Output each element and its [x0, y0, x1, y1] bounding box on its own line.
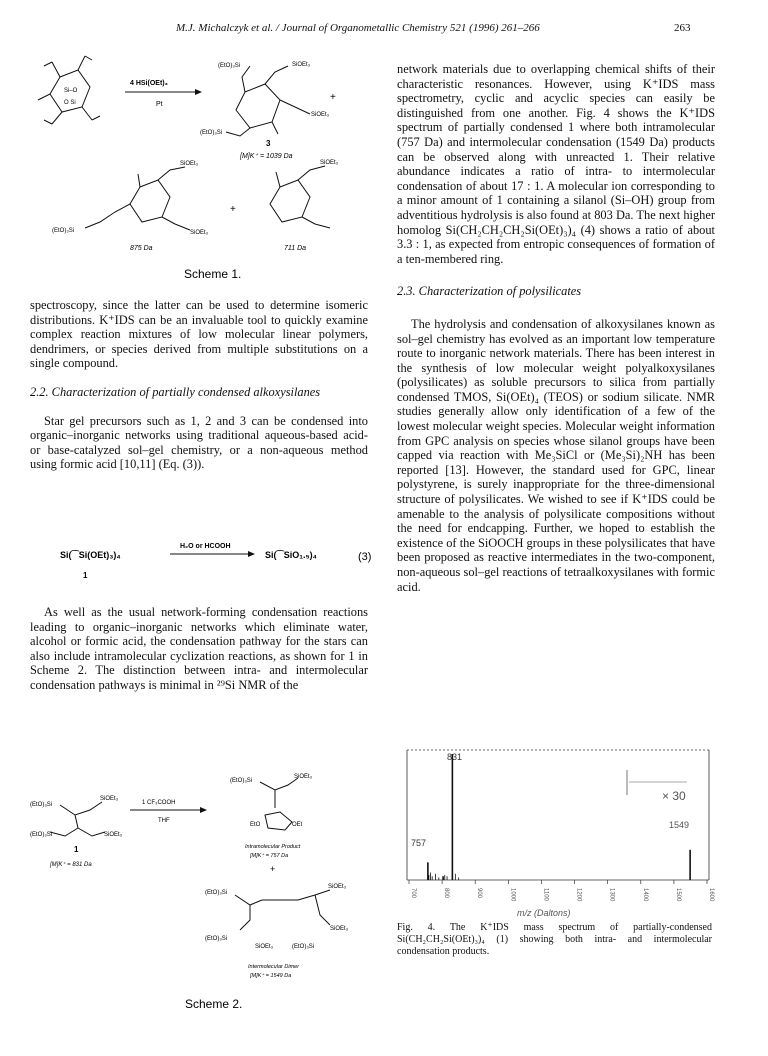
page-number: 263 — [674, 22, 691, 34]
x-tick-label: 1300 — [608, 888, 615, 902]
left-column-top — [30, 298, 368, 472]
group-label: (EtO)₃Si — [52, 228, 75, 234]
heading-2-3: 2.3. Characterization of polysilicates — [397, 284, 582, 299]
group-label: SiOEt₃ — [320, 160, 339, 166]
svg-text:(EtO)₃Si: (EtO)₃Si — [30, 802, 53, 808]
zoom-inset — [627, 770, 687, 803]
svg-text:SiOEt₃: SiOEt₃ — [100, 796, 119, 802]
x-tick-label: 1000 — [509, 888, 516, 902]
figure-4-caption: Fig. 4. The K⁺IDS mass spectrum of partially-condensed Si(CH₂CH₂Si(OEt)₃)₄ (1) showing both intra- and intermolecular condensation products. — [397, 922, 712, 957]
running-head: M.J. Michalczyk et al. / Journal of Organometallic Chemistry 521 (1996) 261–266 — [176, 22, 540, 34]
scheme-2-reagent: 1 CF₃COOH — [142, 800, 176, 806]
scheme-1-catalyst: Pt — [156, 101, 163, 108]
mass-711: 711 Da — [284, 245, 307, 252]
svg-text:(EtO)₃Si: (EtO)₃Si — [30, 832, 53, 838]
spectrum-peaks — [428, 754, 690, 880]
x-tick-label: 900 — [476, 888, 483, 899]
peak-label-1549: 1549 — [669, 820, 690, 830]
equation-right: Si(⁀SiO₁.₅)₄ — [265, 550, 317, 560]
x-tick-label: 1600 — [708, 888, 714, 902]
plus-sign: + — [270, 864, 276, 874]
x-tick-label: 1400 — [641, 888, 648, 902]
intramolecular-label: Intramolecular Product — [245, 844, 301, 850]
svg-text:(EtO)₃Si: (EtO)₃Si — [292, 944, 315, 950]
equation-left: Si(⁀Si(OEt)₃)₄ — [60, 550, 121, 560]
x-tick-label: 800 — [443, 888, 450, 899]
right-para-2: The hydrolysis and condensation of alkoxysilanes known as sol–gel chemistry has evolved as an important low temperature route to inorganic network materials. There has been interest in the synthesis of low molecular weight polyalkoxysilanes (polysilicates) as soluble precursors to silica from partially condensed TMOS, Si(OEt)₄ (TEOS) or sodium silicate. NMR studies generally allow only identification of a few of the lowest molecular weight species. Molecular weight information from GPC analysis on species whose silanol groups have been capped via reaction with Me₃SiCl or (Me₃Si)₂NH has been reported [13]. However, the standard used for GPC, linear polystyrene, is surely inappropriate for the three-dimensional structure of polysilicates. We wished to see if K⁺IDS could be amenable to the analysis of polysilicate compositions without the need for endcapping. Further, we hoped to establish the existence of the SiOOCH groups in these polysilicates that have been proposed as reactive intermediates in the two-component, non-aqueous sol–gel reactions of tetraalkoxysilanes with formic acid. — [397, 316, 715, 594]
left-para-1: spectroscopy, since the latter can be used to determine isomeric distributions. K⁺IDS can be an invaluable tool to quickly examine complex reaction mixtures of low molecular linear polymers, dendrimers, or species derived from multiple substitutions on a single compound. — [30, 298, 368, 371]
product-875-structure — [85, 167, 190, 230]
intermolecular-structure — [235, 890, 330, 930]
svg-text:(EtO)₃Si: (EtO)₃Si — [205, 936, 228, 942]
intermolecular-label: Intermolecular Dimer — [248, 964, 300, 970]
scheme-2-drawing — [30, 770, 380, 1030]
scheme-2-start-mk: [M]K⁺ = 831 Da — [50, 862, 92, 868]
figure-4 — [397, 740, 712, 920]
product-3-structure — [226, 66, 310, 136]
svg-text:OEt: OEt — [292, 822, 303, 828]
intermolecular-mk: [M]K⁺ = 1549 Da — [250, 973, 292, 979]
svg-text:(EtO)₃Si: (EtO)₃Si — [205, 890, 228, 896]
scheme-2-caption: Scheme 2. — [185, 997, 243, 1011]
x-tick-label: 1200 — [575, 888, 582, 902]
svg-text:SiOEt₃: SiOEt₃ — [330, 926, 349, 932]
group-label: (EtO)₃Si — [218, 63, 241, 69]
scheme-2-solvent: THF — [158, 818, 170, 824]
plus-sign: + — [230, 204, 236, 215]
intramolecular-mk: [M]K⁺ = 757 Da — [250, 853, 289, 859]
x-tick-label: 700 — [410, 888, 416, 899]
running-header — [0, 22, 768, 40]
equation-number: (3) — [358, 551, 372, 563]
group-label: (EtO)₃Si — [200, 130, 223, 136]
group-label: SiOEt₃ — [311, 112, 330, 118]
scheme-1-caption: Scheme 1. — [184, 267, 242, 281]
x-tick-label: 1100 — [542, 888, 549, 901]
mass-875: 875 Da — [130, 245, 153, 252]
svg-text:O Si: O Si — [64, 100, 76, 106]
scheme-2-compound: 1 — [74, 845, 79, 854]
peak-label-757: 757 — [411, 838, 427, 848]
peak-label-831: 831 — [447, 752, 463, 762]
x-tick-label: 1500 — [674, 888, 681, 902]
svg-text:EtO: EtO — [250, 822, 261, 828]
svg-text:SiOEt₃: SiOEt₃ — [328, 884, 347, 890]
product-711-structure — [270, 166, 330, 228]
svg-text:SiOEt₃: SiOEt₃ — [104, 832, 123, 838]
left-column-bottom — [30, 605, 368, 693]
compound-3-number: 3 — [266, 139, 271, 148]
scheme-2 — [30, 770, 380, 1030]
left-para-3: As well as the usual network-forming condensation reactions leading to organic–inorganic networks which eliminate water, alcohol or formic acid, the condensation pathway for the stars can also include intramolecular cyclization reactions, as shown for 1 in Scheme 2. The distinction between intra- and intermolecular condensation pathways is minimal in ²⁹Si NMR of the — [30, 605, 368, 692]
svg-text:SiOEt₃: SiOEt₃ — [294, 774, 313, 780]
x-tick-labels — [409, 880, 714, 902]
zoom-label: × 30 — [662, 789, 686, 803]
mass-spectrum-chart — [397, 740, 712, 920]
heading-2-2: 2.2. Characterization of partially condensed alkoxysilanes — [30, 384, 321, 399]
group-label: SiOEt₃ — [180, 161, 199, 167]
equation-3-drawing — [60, 536, 380, 586]
right-column — [397, 62, 715, 594]
equation-3 — [60, 536, 380, 586]
right-para-1: network materials due to overlapping chemical shifts of their characteristic resonances. However, using K⁺IDS mass spectrometry, cyclic and acyclic species can easily be distinguished from one another. Fig. 4 shows the K⁺IDS spectrum of partially condensed 1 where both intramolecular (757 Da) and intermolecular condensation (1549 Da) products can be observed along with unreacted 1. Their relative abundance indicates a ratio of intra- to intermolecular condensation of about 17 : 1. A molecular ion corresponding to a minor amount of 1 containing a silanol (Si–OH) group from adventitious hydrolysis is also found at 803 Da. The next higher homolog Si(CH₂CH₂CH₂Si(OEt)₃)₄ (4) shows a ratio of about 3.3 : 1, as expected from entropic consequences of formation of a ten-membered ring. — [397, 62, 715, 266]
compound-3-mk: [M]K⁺ = 1039 Da — [240, 153, 293, 160]
plus-sign: + — [330, 92, 336, 103]
svg-text:(EtO)₃Si: (EtO)₃Si — [230, 778, 253, 784]
group-label: SiOEt₃ — [190, 230, 209, 236]
svg-text:SiOEt₃: SiOEt₃ — [255, 944, 274, 950]
scheme-1-drawing — [30, 52, 380, 292]
svg-text:Si–O: Si–O — [64, 88, 78, 94]
equation-reagent: H₂O or HCOOH — [180, 543, 231, 550]
group-label: SiOEt₃ — [292, 62, 311, 68]
x-axis-label: m/z (Daltons) — [517, 908, 571, 918]
scheme-1 — [30, 52, 380, 292]
scheme-1-reagent: 4 HSi(OEt)₃ — [130, 80, 168, 87]
equation-compound: 1 — [83, 571, 88, 580]
left-para-2: Star gel precursors such as 1, 2 and 3 can be condensed into organic–inorganic networks using traditional aqueous-based acid- or base-catalyzed sol–gel chemistry, or a non-aqueous method using formic acid [10,11] (Eq. (3)). — [30, 413, 368, 472]
compound-1-structure — [50, 802, 105, 836]
